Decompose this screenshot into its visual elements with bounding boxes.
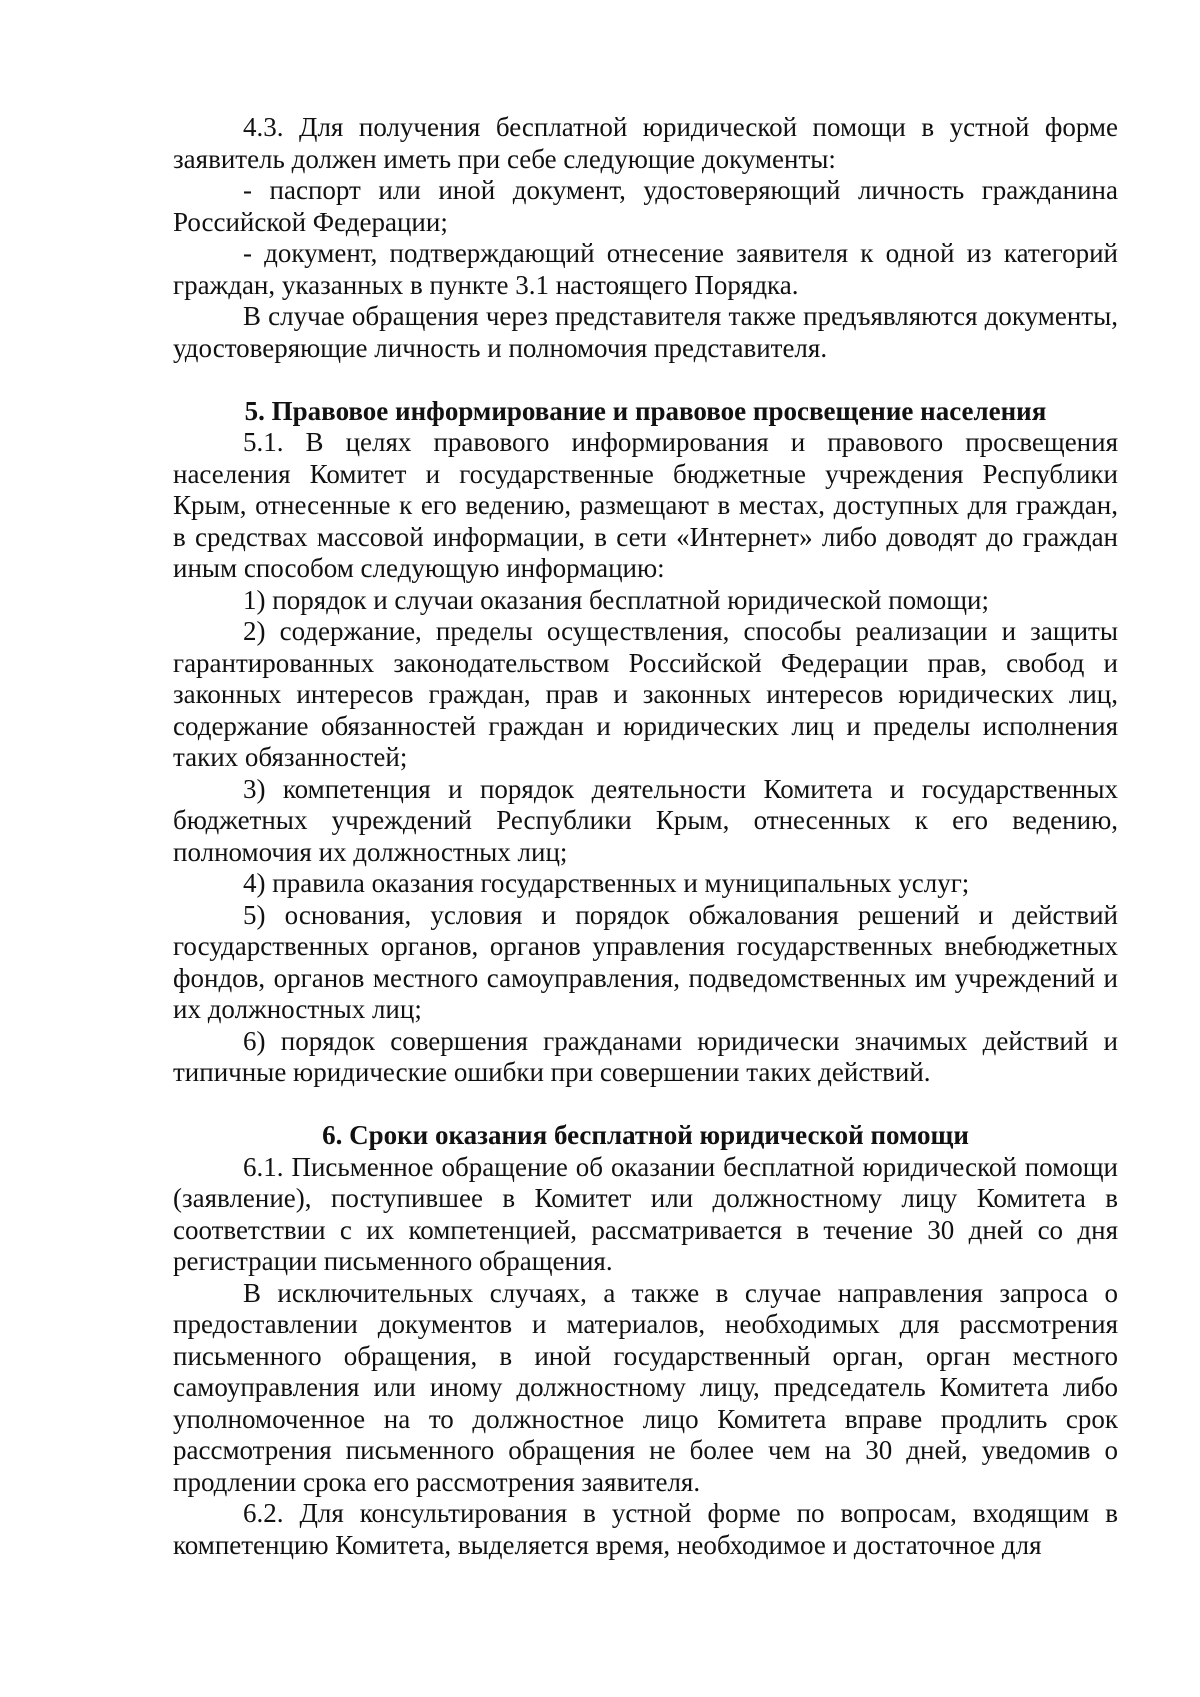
paragraph-4-3: 4.3. Для получения бесплатной юридической помощи в устной форме заявитель должен иметь при себе следующие документы: (173, 112, 1118, 174)
paragraph-6-2: 6.2. Для консультирования в устной форме по вопросам, входящим в компетенцию Комитета, выделяется время, необходимое и достаточное для (173, 1498, 1118, 1560)
list-item-6: 6) порядок совершения гражданами юридически значимых действий и типичные юридические ошибки при совершении таких действий. (173, 1025, 1118, 1087)
section-5-heading: 5. Правовое информирование и правовое просвещение населения (244, 395, 1047, 426)
paragraph-exceptional-cases: В исключительных случаях, а также в случае направления запроса о предоставлении документов и материалов, необходимых для рассмотрения письменного обращения, в иной государственный орган, орган местного самоуправления или иному должностному лицу, председатель Комитета либо уполномоченное на то должностное лицо Комитета вправе продлить срок рассмотрения письменного обращения не более чем на 30 дней, уведомив о продлении срока его рассмотрения заявителя. (173, 1277, 1118, 1497)
list-item-2: 2) содержание, пределы осуществления, способы реализации и защиты гарантированных законодательством Российской Федерации прав, свобод и законных интересов граждан, прав и законных интересов юридических лиц, содержание обязанностей граждан и юридических лиц и пределы исполнения таких обязанностей; (173, 616, 1118, 772)
paragraph-representative: В случае обращения через представителя также предъявляются документы, удостоверяющие личность и полномочия представителя. (173, 301, 1118, 363)
document-page (173, 112, 1118, 1561)
list-item-passport: - паспорт или иной документ, удостоверяющий личность гражданина Российской Федерации; (173, 175, 1118, 237)
spacer (173, 364, 1118, 396)
paragraph-6-1: 6.1. Письменное обращение об оказании бесплатной юридической помощи (заявление), поступившее в Комитет или должностному лицу Комитета в соответствии с их компетенцией, рассматривается в течение 30 дней со дня регистрации письменного обращения. (173, 1151, 1118, 1276)
list-item-3: 3) компетенция и порядок деятельности Комитета и государственных бюджетных учреждений Республики Крым, отнесенных к его ведению, полномочия их должностных лиц; (173, 773, 1118, 867)
list-item-1: 1) порядок и случаи оказания бесплатной юридической помощи; (243, 584, 989, 615)
spacer (173, 1089, 1118, 1121)
list-item-category-document: - документ, подтверждающий отнесение заявителя к одной из категорий граждан, указанных в пункте 3.1 настоящего Порядка. (173, 238, 1118, 300)
list-item-5: 5) основания, условия и порядок обжалования решений и действий государственных органов, органов управления государственных внебюджетных фондов, органов местного самоуправления, подведомственных им учреждений и их должностных лиц; (173, 899, 1118, 1024)
list-item-4: 4) правила оказания государственных и муниципальных услуг; (243, 868, 970, 898)
section-6-heading: 6. Сроки оказания бесплатной юридической помощи (322, 1120, 969, 1150)
paragraph-5-1: 5.1. В целях правового информирования и правового просвещения населения Комитет и государственные бюджетные учреждения Республики Крым, отнесенные к его ведению, размещают в местах, доступных для граждан, в средствах массовой информации, в сети «Интернет» либо доводят до граждан иным способом следующую информацию: (173, 427, 1118, 583)
